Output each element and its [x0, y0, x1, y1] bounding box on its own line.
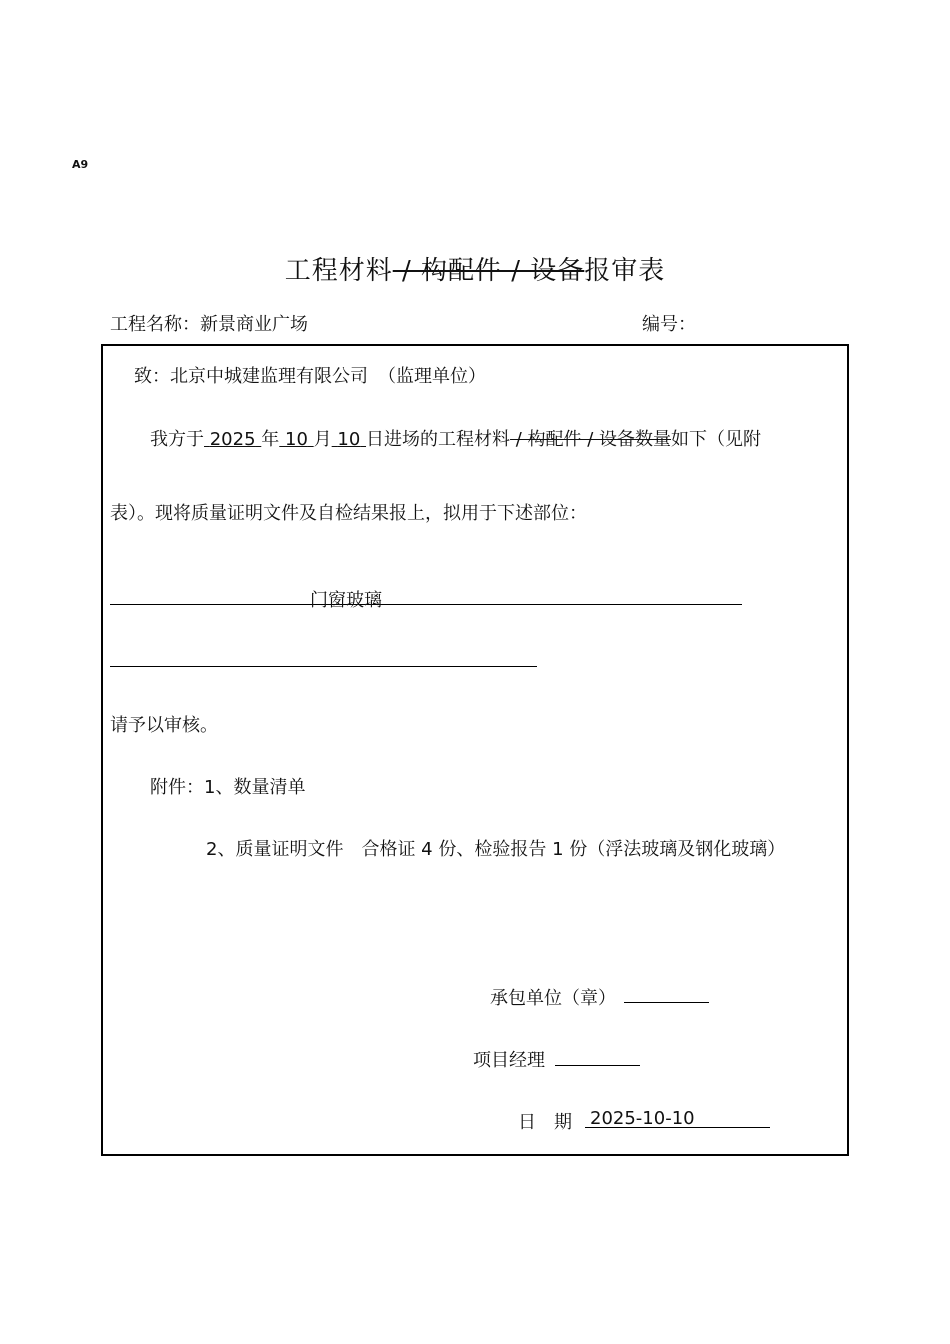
contractor-signature-line — [624, 1002, 709, 1003]
page-title — [0, 250, 950, 287]
day-label: 日进场的工程材料 — [366, 429, 511, 450]
attachment-item-1: 1、数量清单 — [204, 777, 306, 798]
statement-start: 我方于 — [150, 429, 204, 450]
manager-label: 项目经理 — [473, 1050, 545, 1071]
project-name: 新景商业广场 — [200, 314, 308, 335]
location-underline — [110, 604, 742, 605]
date-value: 2025-10-10 — [590, 1108, 695, 1129]
location-text: 门窗玻璃 — [310, 590, 382, 611]
contractor-label: 承包单位（章） — [490, 988, 616, 1009]
location-underline-2 — [110, 666, 537, 667]
year-value: 2025 — [209, 429, 256, 450]
review-request: 请予以审核。 — [110, 715, 218, 736]
addressee-role: （监理单位） — [378, 366, 486, 387]
number-label: 编号： — [642, 314, 696, 335]
struck-items: / 构配件 / 设备数量 — [510, 429, 672, 450]
title-part1: 工程材料 — [284, 256, 393, 286]
year-label: 年 — [261, 429, 280, 450]
statement-tail: 如下（见附 — [671, 429, 762, 450]
title-struck-part: / 构配件 / 设备 — [392, 256, 585, 286]
month-label: 月 — [313, 429, 332, 450]
addressee-prefix: 致： — [134, 366, 170, 387]
addressee-row — [134, 362, 486, 388]
month-value: 10 — [285, 429, 308, 450]
manager-signature-line — [555, 1065, 640, 1066]
date-label: 日 期 — [518, 1112, 572, 1133]
attachment-row-1 — [150, 773, 305, 799]
form-box — [101, 344, 849, 1156]
attachment-item-2: 2、质量证明文件 合格证 4 份、检验报告 1 份（浮法玻璃及钢化玻璃） — [206, 839, 786, 860]
project-label: 工程名称： — [110, 314, 200, 335]
addressee-org: 北京中城建监理有限公司 — [170, 366, 368, 387]
title-part3: 报审表 — [584, 256, 666, 286]
form-code: A9 — [72, 158, 89, 171]
attachment-label: 附件： — [150, 777, 204, 798]
statement-line1 — [150, 425, 761, 451]
project-name-row — [110, 310, 308, 336]
statement-line2: 表）。现将质量证明文件及自检结果报上，拟用于下述部位： — [110, 503, 587, 524]
day-value: 10 — [337, 429, 361, 450]
